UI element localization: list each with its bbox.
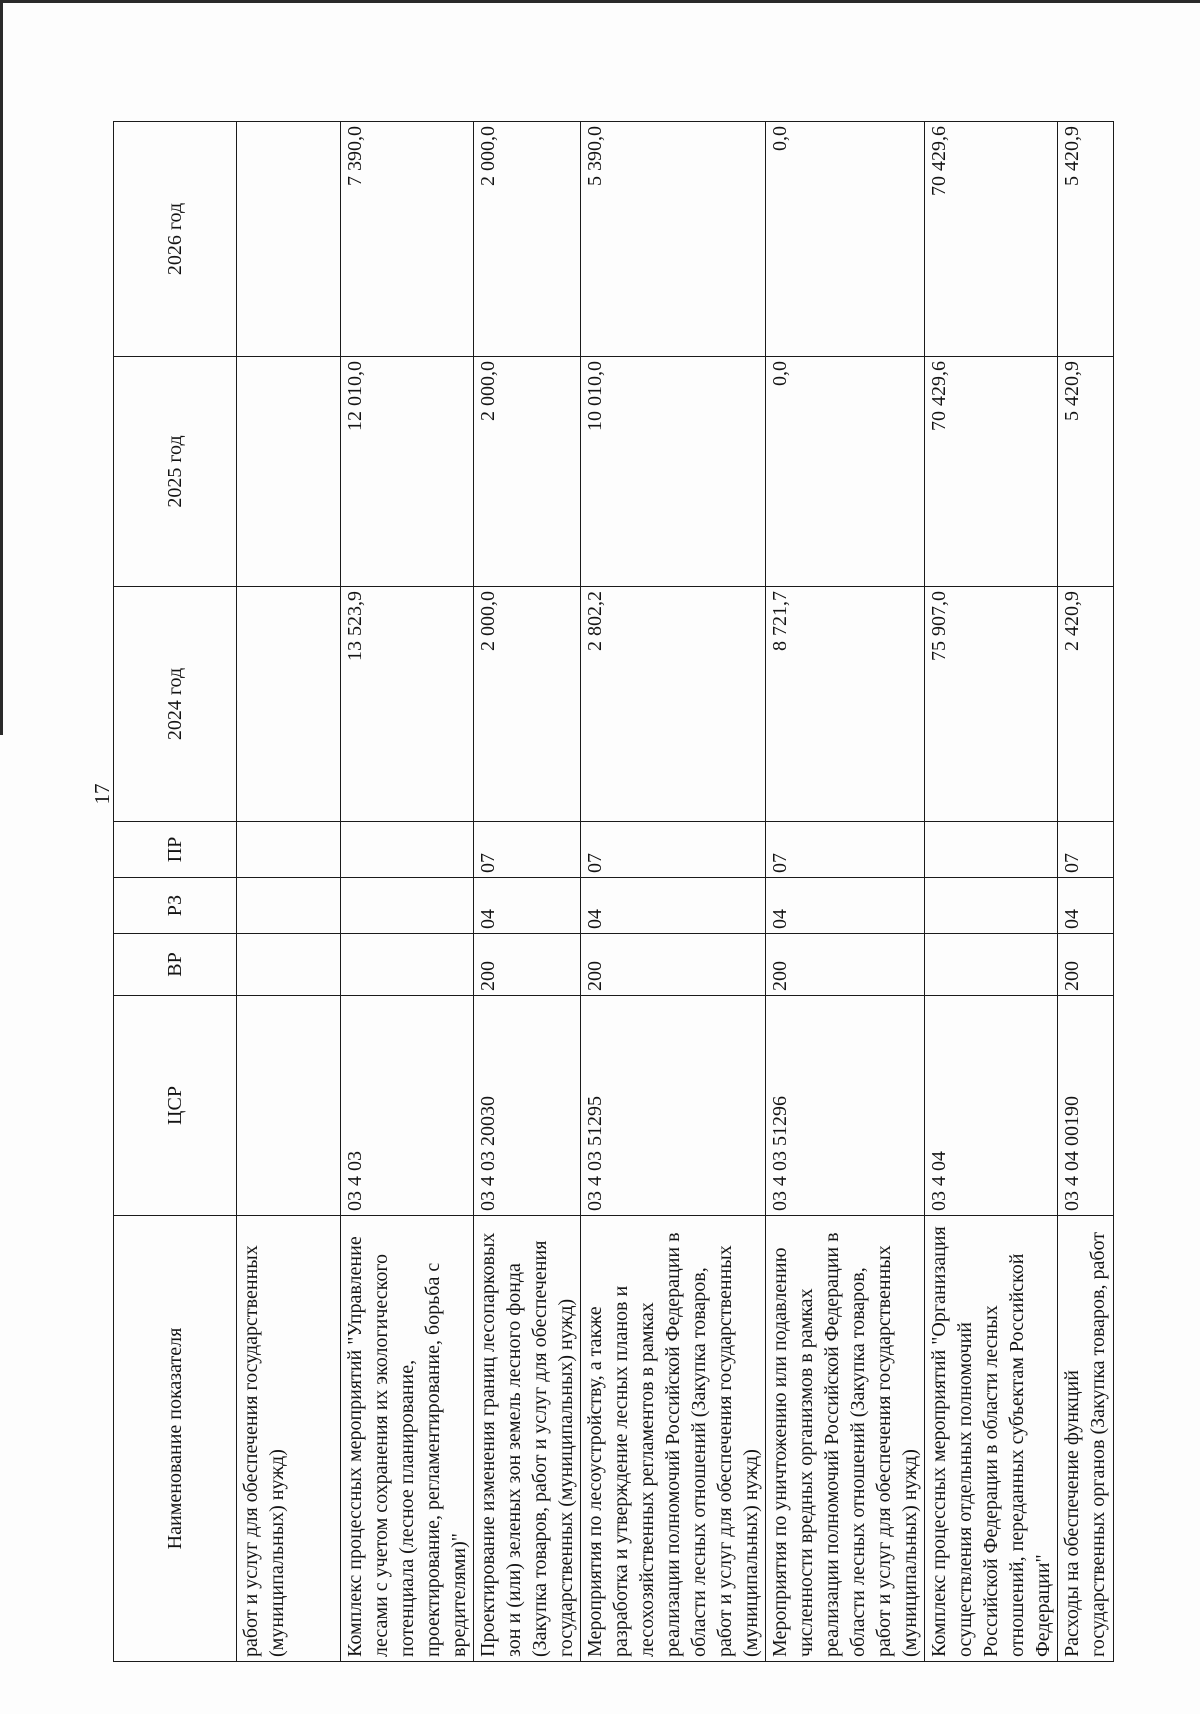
- cell-name: Мероприятия по уничтожению или подавлению численности вредных организмов в рамках реализации полномочий Российской Федерации в области лесных отношений (Закупка товаров, работ и услуг для обеспечения государственных (муниципальных) нужд): [766, 1216, 925, 1662]
- cell-csr: 03 4 04: [925, 996, 1058, 1216]
- header-vr: ВР: [114, 934, 237, 996]
- cell-csr: 03 4 03 20030: [474, 996, 581, 1216]
- cell-vr: 200: [474, 934, 581, 996]
- cell-pr: [925, 822, 1058, 878]
- cell-csr: 03 4 03 51295: [581, 996, 766, 1216]
- table-row: [1058, 122, 1114, 1662]
- cell-name: Проектирование изменения границ лесопарковых зон и (или) зеленых зон земель лесного фонда (Закупка товаров, работ и услуг для обеспечения государственных (муниципальных) нужд): [474, 1216, 581, 1662]
- cell-name: Расходы на обеспечение функций государственных органов (Закупка товаров, работ: [1058, 1216, 1114, 1662]
- cell-vr: [341, 934, 474, 996]
- table-row: [925, 122, 1058, 1662]
- cell-2024: [237, 587, 341, 822]
- header-pr: ПР: [114, 822, 237, 878]
- header-2025: 2025 год: [114, 357, 237, 587]
- cell-vr: 200: [1058, 934, 1114, 996]
- cell-rz: [237, 878, 341, 934]
- cell-2024: 2 802,2: [581, 587, 766, 822]
- cell-pr: 07: [474, 822, 581, 878]
- page-number: 17: [90, 783, 114, 805]
- cell-2025: 0,0: [766, 357, 925, 587]
- cell-vr: 200: [581, 934, 766, 996]
- budget-table: [113, 121, 1114, 1662]
- cell-2025: 70 429,6: [925, 357, 1058, 587]
- header-rz: РЗ: [114, 878, 237, 934]
- cell-2026: 7 390,0: [341, 122, 474, 357]
- cell-2026: 5 420,9: [1058, 122, 1114, 357]
- cell-rz: 04: [1058, 878, 1114, 934]
- cell-name: работ и услуг для обеспечения государственных (муниципальных) нужд): [237, 1216, 341, 1662]
- table-row: [237, 122, 341, 1662]
- cell-csr: [237, 996, 341, 1216]
- cell-2024: 75 907,0: [925, 587, 1058, 822]
- cell-rz: 04: [581, 878, 766, 934]
- cell-2025: [237, 357, 341, 587]
- header-csr: ЦСР: [114, 996, 237, 1216]
- cell-rz: [925, 878, 1058, 934]
- cell-2026: 70 429,6: [925, 122, 1058, 357]
- cell-vr: 200: [766, 934, 925, 996]
- cell-pr: [341, 822, 474, 878]
- cell-name: Мероприятия по лесоустройству, а также разработка и утверждение лесных планов и лесохозяйственных регламентов в рамках реализации полномочий Российской Федерации в области лесных отношений (Закупка товаров, работ и услуг для обеспечения государственных (муниципальных) нужд): [581, 1216, 766, 1662]
- cell-rz: [341, 878, 474, 934]
- header-name: Наименование показателя: [114, 1216, 237, 1662]
- cell-2026: 0,0: [766, 122, 925, 357]
- cell-2024: 2 420,9: [1058, 587, 1114, 822]
- cell-pr: [237, 822, 341, 878]
- cell-name: Комплекс процессных мероприятий "Организация осуществления отдельных полномочий Российской Федерации в области лесных отношений, переданных субъектам Российской Федерации": [925, 1216, 1058, 1662]
- table-row: [474, 122, 581, 1662]
- cell-2025: 5 420,9: [1058, 357, 1114, 587]
- cell-vr: [237, 934, 341, 996]
- table-row: [766, 122, 925, 1662]
- cell-2026: 2 000,0: [474, 122, 581, 357]
- cell-pr: 07: [581, 822, 766, 878]
- cell-2024: 13 523,9: [341, 587, 474, 822]
- cell-rz: 04: [766, 878, 925, 934]
- cell-csr: 03 4 04 00190: [1058, 996, 1114, 1216]
- cell-pr: 07: [766, 822, 925, 878]
- cell-2025: 10 010,0: [581, 357, 766, 587]
- cell-2026: [237, 122, 341, 357]
- table-row: [341, 122, 474, 1662]
- header-2024: 2024 год: [114, 587, 237, 822]
- table-header-row: [114, 122, 237, 1662]
- cell-name: Комплекс процессных мероприятий "Управление лесами с учетом сохранения их экологического потенциала (лесное планирование, проектирование, регламентирование, борьба с вредителями)": [341, 1216, 474, 1662]
- cell-rz: 04: [474, 878, 581, 934]
- cell-2025: 12 010,0: [341, 357, 474, 587]
- cell-vr: [925, 934, 1058, 996]
- cell-2025: 2 000,0: [474, 357, 581, 587]
- cell-pr: 07: [1058, 822, 1114, 878]
- cell-csr: 03 4 03 51296: [766, 996, 925, 1216]
- cell-2024: 2 000,0: [474, 587, 581, 822]
- cell-csr: 03 4 03: [341, 996, 474, 1216]
- table-row: [581, 122, 766, 1662]
- header-2026: 2026 год: [114, 122, 237, 357]
- cell-2024: 8 721,7: [766, 587, 925, 822]
- cell-2026: 5 390,0: [581, 122, 766, 357]
